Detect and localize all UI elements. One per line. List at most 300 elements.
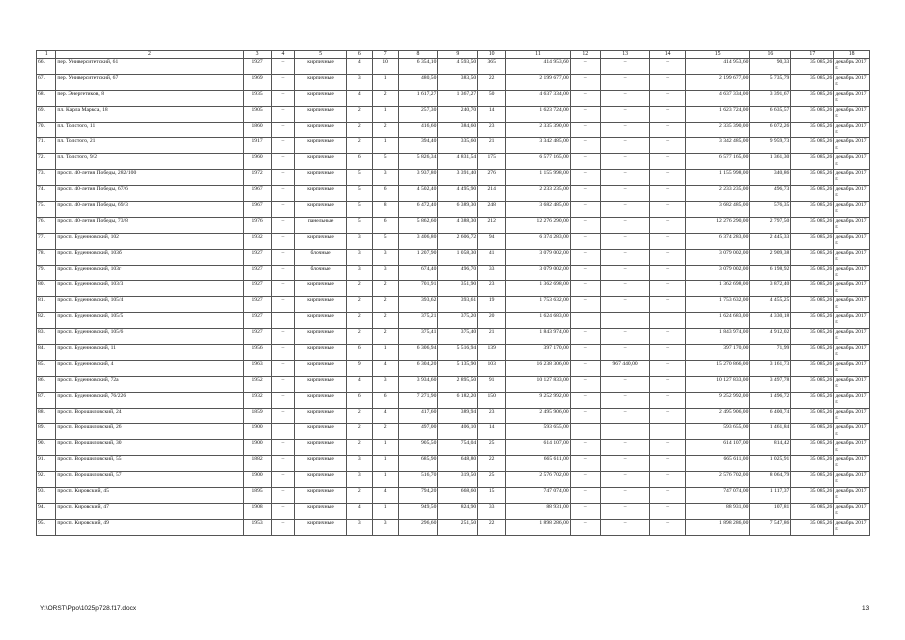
table-cell: 2 <box>346 281 372 297</box>
table-cell: 80. <box>37 281 56 297</box>
table-cell: – <box>650 345 686 361</box>
address-cell: просп. Буденновский, 105/6 <box>56 329 243 345</box>
table-cell: – <box>600 59 650 75</box>
table-cell: 393,61 <box>438 297 478 313</box>
table-cell: 480,50 <box>398 74 438 90</box>
table-cell: 35 085,26 <box>791 440 834 456</box>
table-cell: 1 623 724,00 <box>506 106 571 122</box>
table-cell: 70. <box>37 122 56 138</box>
table-cell: – <box>650 74 686 90</box>
table-cell: 35 085,26 <box>791 233 834 249</box>
table-row <box>37 456 870 472</box>
table-cell: 2 445,33 <box>750 233 791 249</box>
table-row <box>37 360 870 376</box>
table-cell: 1900 <box>243 440 271 456</box>
table-row <box>37 345 870 361</box>
table-cell: – <box>650 202 686 218</box>
table-cell: 2 <box>346 408 372 424</box>
table-cell: – <box>600 329 650 345</box>
table-cell: 4 <box>346 503 372 519</box>
table-cell: 1 898 286,00 <box>685 519 750 535</box>
table-cell: 2 199 677,00 <box>685 74 750 90</box>
table-cell: – <box>271 329 295 345</box>
table-cell: 257,30 <box>398 106 438 122</box>
table-cell: декабрь 2017 г. <box>834 297 870 313</box>
table-cell: 1927 <box>243 281 271 297</box>
table-cell: декабрь 2017 г. <box>834 265 870 281</box>
table-cell: 77. <box>37 233 56 249</box>
table-cell: 614 107,00 <box>506 440 571 456</box>
table-cell: кирпичные <box>295 138 347 154</box>
table-cell: 1952 <box>243 376 271 392</box>
table-cell: 19 <box>478 297 506 313</box>
table-cell: 1 362 698,00 <box>506 281 571 297</box>
table-cell: – <box>600 392 650 408</box>
table-cell: 4 <box>346 376 372 392</box>
address-cell: просп. Буденновский, 105/4 <box>56 297 243 313</box>
table-cell: – <box>271 138 295 154</box>
table-row <box>37 313 870 329</box>
table-cell: 6 577 165,00 <box>685 154 750 170</box>
table-cell: декабрь 2017 г. <box>834 281 870 297</box>
table-cell: 1 361,30 <box>750 154 791 170</box>
table-cell: 25 <box>478 472 506 488</box>
table-cell: 1956 <box>243 345 271 361</box>
table-cell: – <box>271 59 295 75</box>
table-cell: 35 085,26 <box>791 376 834 392</box>
table-cell: 35 085,26 <box>791 90 834 106</box>
table-cell: 5 135,90 <box>438 360 478 376</box>
table-cell: декабрь 2017 г. <box>834 59 870 75</box>
table-cell: – <box>271 360 295 376</box>
table-cell: – <box>570 233 600 249</box>
table-cell: – <box>271 408 295 424</box>
table-cell: – <box>570 281 600 297</box>
table-cell: 88. <box>37 408 56 424</box>
table-cell: кирпичные <box>295 329 347 345</box>
table-cell: 139 <box>478 345 506 361</box>
table-cell: 2 <box>346 313 372 329</box>
table-cell: 1882 <box>243 456 271 472</box>
table-cell: – <box>570 392 600 408</box>
table-cell: – <box>650 440 686 456</box>
table-cell: 89. <box>37 424 56 440</box>
table-cell: – <box>600 202 650 218</box>
table-cell: 319,50 <box>438 472 478 488</box>
table-cell: 794,20 <box>398 488 438 504</box>
footer-file-path: Y:\ORST\Ppo\1025p728.f17.docx <box>40 605 137 612</box>
table-cell: – <box>271 106 295 122</box>
column-header: 11 <box>506 51 571 59</box>
table-cell: 497,00 <box>398 424 438 440</box>
table-cell: 10 127 833,00 <box>685 376 750 392</box>
table-cell: – <box>650 138 686 154</box>
table-cell: кирпичные <box>295 154 347 170</box>
table-cell: 35 085,26 <box>791 408 834 424</box>
table-cell: – <box>600 297 650 313</box>
table-cell: 2 199 677,00 <box>506 74 571 90</box>
table-cell: – <box>271 154 295 170</box>
table-cell: 33 <box>478 265 506 281</box>
address-cell: просп. Буденновский, 102 <box>56 233 243 249</box>
table-cell: декабрь 2017 г. <box>834 329 870 345</box>
table-row <box>37 106 870 122</box>
table-cell: кирпичные <box>295 297 347 313</box>
table-cell: 1927 <box>243 59 271 75</box>
table-cell: 1917 <box>243 138 271 154</box>
table-cell: 3 406,80 <box>398 233 438 249</box>
table-cell: 5 862,60 <box>398 217 438 233</box>
table-cell: 1 617,27 <box>398 90 438 106</box>
table-cell: 3 079 002,00 <box>685 249 750 265</box>
table-cell: 3 682 485,00 <box>685 202 750 218</box>
address-cell: пл. Толстого, 9/2 <box>56 154 243 170</box>
table-cell: – <box>271 376 295 392</box>
table-cell: 2 <box>346 329 372 345</box>
table-cell: 3 079 002,00 <box>506 249 571 265</box>
table-cell: – <box>570 186 600 202</box>
address-cell: просп. 40-летия Победы, 69/3 <box>56 202 243 218</box>
table-cell: 389,94 <box>438 408 478 424</box>
table-cell: – <box>271 488 295 504</box>
table-cell: – <box>600 186 650 202</box>
table-cell: декабрь 2017 г. <box>834 138 870 154</box>
table-cell: 12 276 290,00 <box>685 217 750 233</box>
table-cell <box>271 313 295 329</box>
table-cell: 4 <box>346 90 372 106</box>
table-cell: 701,91 <box>398 281 438 297</box>
table-cell: 1 <box>372 345 398 361</box>
table-cell: 593 655,00 <box>506 424 571 440</box>
table-cell: 6 354,10 <box>398 59 438 75</box>
table-cell: 91 <box>478 376 506 392</box>
address-cell: пл. Толстого, 11 <box>56 122 243 138</box>
table-cell: 22 <box>478 519 506 535</box>
table-cell: 3 <box>346 249 372 265</box>
table-cell: 212 <box>478 217 506 233</box>
table-cell: декабрь 2017 г. <box>834 519 870 535</box>
table-cell: 23 <box>478 408 506 424</box>
table-cell: 25 <box>478 440 506 456</box>
table-cell: 5 516,94 <box>438 345 478 361</box>
table-cell: 69. <box>37 106 56 122</box>
table-row <box>37 186 870 202</box>
table-cell: 71. <box>37 138 56 154</box>
table-cell: кирпичные <box>295 170 347 186</box>
table-cell: кирпичные <box>295 472 347 488</box>
table-cell: 4 <box>372 408 398 424</box>
table-cell: – <box>271 297 295 313</box>
table-cell: 375,21 <box>398 313 438 329</box>
table-cell: 94. <box>37 503 56 519</box>
table-cell: 1 207,90 <box>398 249 438 265</box>
table-cell: 6 577 165,00 <box>506 154 571 170</box>
table-cell: 2 576 702,00 <box>506 472 571 488</box>
table-cell: 35 085,26 <box>791 488 834 504</box>
column-header: 17 <box>791 51 834 59</box>
table-cell: 7 271,90 <box>398 392 438 408</box>
table-cell: 4 455,25 <box>750 297 791 313</box>
table-cell: 2 <box>346 106 372 122</box>
address-cell: просп. Кировский, 49 <box>56 519 243 535</box>
table-cell: 6 198,92 <box>750 265 791 281</box>
table-cell: 496,73 <box>750 186 791 202</box>
column-header: 7 <box>372 51 398 59</box>
table-cell: 2 <box>346 488 372 504</box>
table-cell: 41 <box>478 249 506 265</box>
table-cell: – <box>570 329 600 345</box>
table-cell: 1 843 974,00 <box>506 329 571 345</box>
table-cell: 3 <box>346 74 372 90</box>
table-cell: – <box>650 408 686 424</box>
table-cell: 1908 <box>243 503 271 519</box>
table-cell: 375,40 <box>438 329 478 345</box>
table-cell: 9 959,73 <box>750 138 791 154</box>
table-cell: – <box>271 122 295 138</box>
table-cell <box>600 424 650 440</box>
table-cell: 365 <box>478 59 506 75</box>
table-cell: 576,35 <box>750 202 791 218</box>
table-cell: – <box>271 90 295 106</box>
table-row <box>37 488 870 504</box>
table-cell: – <box>650 329 686 345</box>
table-cell: декабрь 2017 г. <box>834 122 870 138</box>
column-header: 2 <box>56 51 243 59</box>
table-cell: 1900 <box>243 424 271 440</box>
table-cell: 23 <box>478 281 506 297</box>
table-cell: 214 <box>478 186 506 202</box>
table-cell: 3 342 485,00 <box>506 138 571 154</box>
table-cell: 351,90 <box>438 281 478 297</box>
table-cell: 1 843 974,00 <box>685 329 750 345</box>
table-cell: 4 593,50 <box>438 59 478 75</box>
table-cell: 6 <box>372 217 398 233</box>
table-cell: – <box>600 122 650 138</box>
table-cell: – <box>271 519 295 535</box>
table-cell: 3 079 002,00 <box>506 265 571 281</box>
table-cell: – <box>650 281 686 297</box>
table-cell: 73. <box>37 170 56 186</box>
table-cell: – <box>271 472 295 488</box>
table-cell: – <box>570 376 600 392</box>
table-cell: 296,60 <box>398 519 438 535</box>
table-cell: 1 461,84 <box>750 424 791 440</box>
table-cell: 4 502,40 <box>398 186 438 202</box>
table-cell: 150 <box>478 392 506 408</box>
table-cell: – <box>271 440 295 456</box>
table-cell: 6 472,40 <box>398 202 438 218</box>
table-cell: 35 085,26 <box>791 360 834 376</box>
table-cell: – <box>650 59 686 75</box>
table-cell: 3 <box>346 265 372 281</box>
table-cell: кирпичные <box>295 106 347 122</box>
table-cell: 417,60 <box>398 408 438 424</box>
table-cell: – <box>600 519 650 535</box>
table-cell <box>570 424 600 440</box>
table-cell: 406,10 <box>438 424 478 440</box>
table-cell: 384,60 <box>438 122 478 138</box>
table-cell: 35 085,26 <box>791 313 834 329</box>
table-cell: 394,40 <box>398 138 438 154</box>
table-cell: кирпичные <box>295 440 347 456</box>
table-cell: 3 079 002,00 <box>685 265 750 281</box>
address-cell: пер. Энергетиков, 8 <box>56 90 243 106</box>
table-cell: 4 388,30 <box>438 217 478 233</box>
table-cell: 383,50 <box>438 74 478 90</box>
address-cell: просп. Буденновский, 4 <box>56 360 243 376</box>
table-cell: – <box>650 106 686 122</box>
table-cell <box>650 424 686 440</box>
table-cell: 82. <box>37 313 56 329</box>
table-cell: кирпичные <box>295 186 347 202</box>
table-cell: 4 495,90 <box>438 186 478 202</box>
table-cell: кирпичные <box>295 456 347 472</box>
table-cell: 1927 <box>243 249 271 265</box>
table-cell: 35 085,26 <box>791 186 834 202</box>
table-cell: – <box>600 90 650 106</box>
table-cell: 414 953,60 <box>685 59 750 75</box>
table-cell: 251,50 <box>438 519 478 535</box>
table-cell: – <box>650 519 686 535</box>
table-cell <box>600 313 650 329</box>
table-cell: – <box>271 265 295 281</box>
table-cell: 1976 <box>243 217 271 233</box>
table-cell: 593 655,00 <box>685 424 750 440</box>
table-cell: – <box>650 297 686 313</box>
table-cell: 5 <box>346 202 372 218</box>
table-cell: – <box>570 488 600 504</box>
table-cell: 50 <box>478 90 506 106</box>
table-cell: 2 <box>372 122 398 138</box>
table-cell: декабрь 2017 г. <box>834 74 870 90</box>
table-cell: – <box>570 90 600 106</box>
table-cell: кирпичные <box>295 59 347 75</box>
table-cell: 35 085,26 <box>791 249 834 265</box>
table-cell: 35 085,26 <box>791 106 834 122</box>
table-cell: 1859 <box>243 408 271 424</box>
table-cell: кирпичные <box>295 313 347 329</box>
table-cell: 35 085,26 <box>791 329 834 345</box>
table-cell: 74. <box>37 186 56 202</box>
table-cell: 614 107,00 <box>685 440 750 456</box>
table-cell: – <box>271 170 295 186</box>
table-cell: кирпичные <box>295 376 347 392</box>
table-cell: декабрь 2017 г. <box>834 154 870 170</box>
column-header: 18 <box>834 51 870 59</box>
table-cell: 14 <box>478 424 506 440</box>
table-cell: 4 831,54 <box>438 154 478 170</box>
table-cell: 4 637 334,00 <box>685 90 750 106</box>
table-cell: 3 <box>346 472 372 488</box>
address-cell: просп. Кировский, 45 <box>56 488 243 504</box>
table-cell: 35 085,26 <box>791 472 834 488</box>
table-cell: 95. <box>37 519 56 535</box>
table-cell: 35 085,26 <box>791 138 834 154</box>
table-row <box>37 233 870 249</box>
table-cell: 23 <box>478 122 506 138</box>
table-cell: 6 072,26 <box>750 122 791 138</box>
table-cell: – <box>650 249 686 265</box>
table-cell: 84. <box>37 345 56 361</box>
address-cell: просп. Буденновский, 105/5 <box>56 313 243 329</box>
table-cell: – <box>600 472 650 488</box>
table-row <box>37 138 870 154</box>
table-cell: 15 <box>478 488 506 504</box>
table-cell: 665 611,00 <box>685 456 750 472</box>
address-cell: пл. Карла Маркса, 18 <box>56 106 243 122</box>
address-cell: пер. Университетский, 61 <box>56 59 243 75</box>
table-cell: 814,42 <box>750 440 791 456</box>
table-cell: 516,70 <box>398 472 438 488</box>
table-cell: 76. <box>37 217 56 233</box>
table-cell: 1 058,30 <box>438 249 478 265</box>
table-cell: 754,04 <box>438 440 478 456</box>
table-cell: 14 <box>478 106 506 122</box>
table-cell <box>570 313 600 329</box>
table-cell: 5 735,79 <box>750 74 791 90</box>
table-cell: – <box>650 488 686 504</box>
table-cell: 1932 <box>243 392 271 408</box>
table-cell: 496,70 <box>438 265 478 281</box>
table-row <box>37 154 870 170</box>
table-row <box>37 90 870 106</box>
table-cell: 4 <box>372 360 398 376</box>
table-cell: 3 <box>372 376 398 392</box>
table-row <box>37 329 870 345</box>
table-cell: декабрь 2017 г. <box>834 408 870 424</box>
table-cell: – <box>570 106 600 122</box>
table-cell: 248 <box>478 202 506 218</box>
table-cell: – <box>600 440 650 456</box>
table-cell: 375,41 <box>398 329 438 345</box>
table-cell: 35 085,26 <box>791 59 834 75</box>
column-header: 9 <box>438 51 478 59</box>
table-cell: 1927 <box>243 265 271 281</box>
table-cell: 2 606,72 <box>438 233 478 249</box>
table-cell: – <box>271 74 295 90</box>
column-header: 1 <box>37 51 56 59</box>
table-cell: 397 170,00 <box>506 345 571 361</box>
table-cell: 4 <box>372 488 398 504</box>
table-cell: 35 085,26 <box>791 392 834 408</box>
table-cell: – <box>570 154 600 170</box>
table-cell: 1 <box>372 472 398 488</box>
table-cell: – <box>271 217 295 233</box>
table-cell: – <box>570 265 600 281</box>
table-row <box>37 74 870 90</box>
address-cell: пл. Толстого, 21 <box>56 138 243 154</box>
table-cell: декабрь 2017 г. <box>834 392 870 408</box>
table-cell: – <box>650 265 686 281</box>
table-cell: – <box>600 281 650 297</box>
table-cell: 416,60 <box>398 122 438 138</box>
table-cell: 340,86 <box>750 170 791 186</box>
table-cell: – <box>570 74 600 90</box>
table-cell: – <box>570 472 600 488</box>
table-cell: 103 <box>478 360 506 376</box>
table-cell: 21 <box>478 138 506 154</box>
table-cell: блочные <box>295 265 347 281</box>
register-table <box>36 50 870 536</box>
table-cell: 92. <box>37 472 56 488</box>
table-cell: 12 276 290,00 <box>506 217 571 233</box>
table-cell: 35 085,26 <box>791 74 834 90</box>
table-cell: 9 252 992,00 <box>685 392 750 408</box>
table-cell: 3 161,73 <box>750 360 791 376</box>
table-cell: 6 389,30 <box>438 202 478 218</box>
table-cell: 1 624 683,00 <box>506 313 571 329</box>
table-row <box>37 424 870 440</box>
